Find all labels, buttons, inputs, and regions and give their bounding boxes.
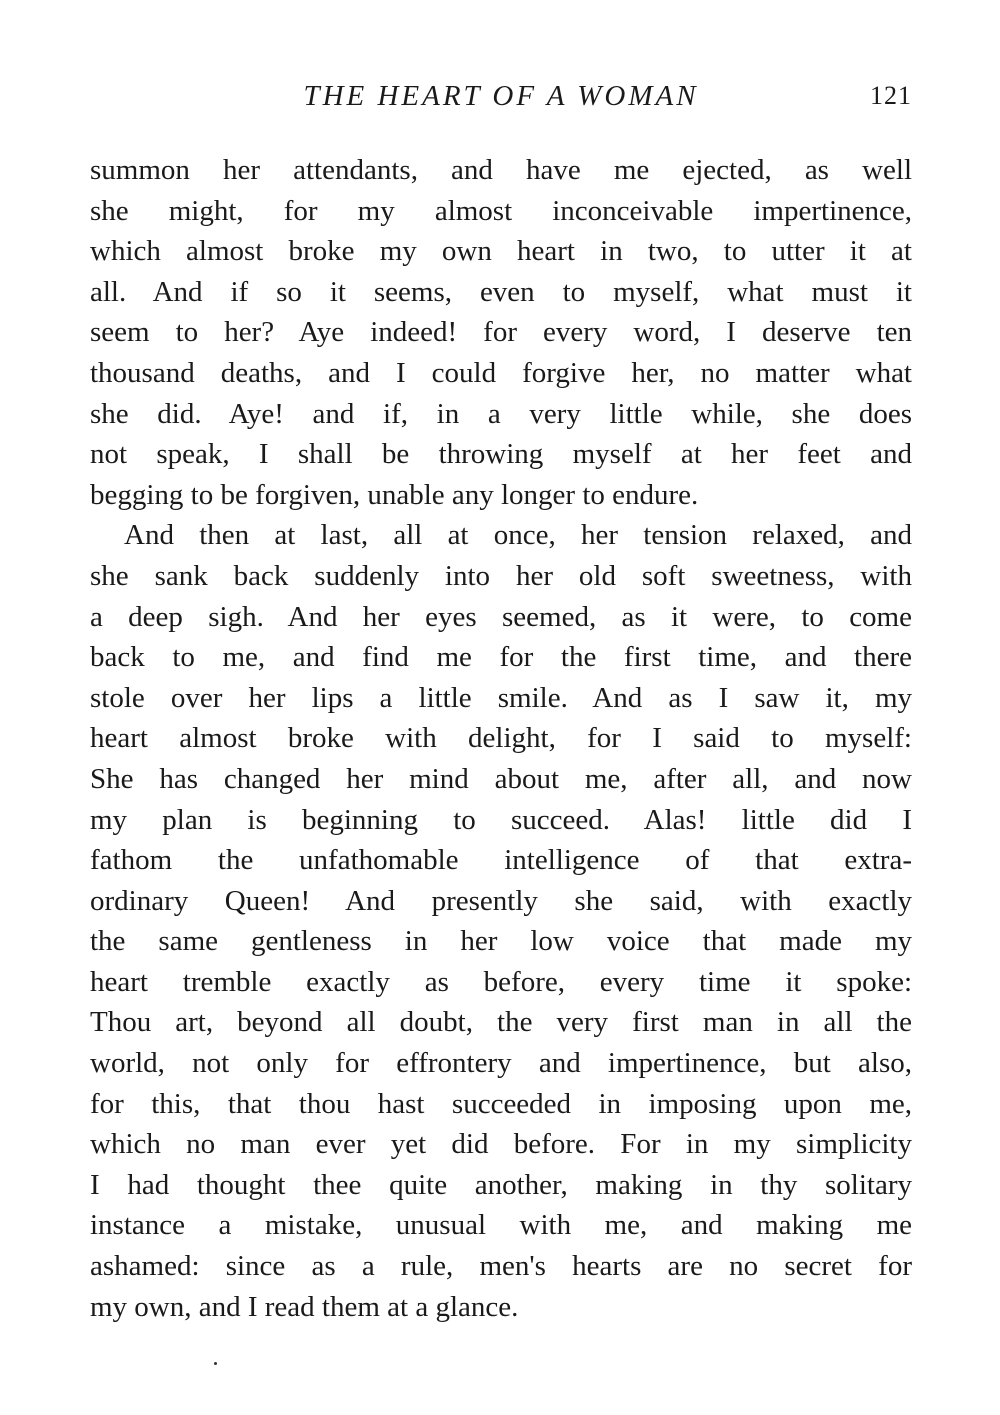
text-line: for this, that thou hast succeeded in imposing upon me,	[90, 1087, 912, 1120]
text-line: which no man ever yet did before. For in my simplicity	[90, 1128, 912, 1161]
running-head	[90, 76, 912, 116]
text-line-paragraph-end: my own, and I read them at a glance.	[90, 1290, 519, 1323]
text-line: my plan is beginning to succeed. Alas! little did I	[90, 803, 912, 836]
text-line: heart almost broke with delight, for I said to myself:	[90, 722, 912, 755]
text-line: all. And if so it seems, even to myself, what must it	[90, 275, 912, 308]
text-line: not speak, I shall be throwing myself at her feet and	[90, 438, 912, 471]
text-line: she might, for my almost inconceivable impertinence,	[90, 194, 912, 227]
text-line: She has changed her mind about me, after all, and now	[90, 762, 912, 795]
text-line: world, not only for effrontery and impertinence, but also,	[90, 1047, 912, 1080]
text-line: stole over her lips a little smile. And as I saw it, my	[90, 681, 912, 714]
text-line: instance a mistake, unusual with me, and making me	[90, 1209, 912, 1242]
text-line: a deep sigh. And her eyes seemed, as it were, to come	[90, 600, 912, 633]
text-line: she sank back suddenly into her old soft sweetness, with	[90, 559, 912, 592]
body-text	[90, 150, 912, 1327]
text-line: I had thought thee quite another, making in thy solitary	[90, 1168, 912, 1201]
text-line-paragraph-start: And then at last, all at once, her tension relaxed, and	[124, 519, 912, 552]
text-line: she did. Aye! and if, in a very little while, she does	[90, 397, 912, 430]
text-line: fathom the unfathomable intelligence of that extra-	[90, 844, 912, 877]
text-line: thousand deaths, and I could forgive her, no matter what	[90, 356, 912, 389]
text-line: summon her attendants, and have me ejected, as well	[90, 154, 912, 186]
text-line-paragraph-end: begging to be forgiven, unable any longer to endure.	[90, 478, 699, 511]
text-line: heart tremble exactly as before, every time it spoke:	[90, 965, 912, 998]
text-line: ordinary Queen! And presently she said, with exactly	[90, 884, 912, 917]
text-line: back to me, and find me for the first time, and there	[90, 641, 912, 674]
page-number: 121	[870, 81, 912, 110]
text-line: the same gentleness in her low voice that made my	[90, 925, 912, 958]
ink-speck	[214, 1362, 217, 1365]
running-title: THE HEART OF A WOMAN	[303, 80, 699, 112]
text-line: seem to her? Aye indeed! for every word, I deserve ten	[90, 316, 912, 349]
text-line: which almost broke my own heart in two, to utter it at	[90, 235, 912, 268]
text-line: Thou art, beyond all doubt, the very first man in all the	[90, 1006, 912, 1039]
text-line: ashamed: since as a rule, men's hearts are no secret for	[90, 1250, 912, 1283]
